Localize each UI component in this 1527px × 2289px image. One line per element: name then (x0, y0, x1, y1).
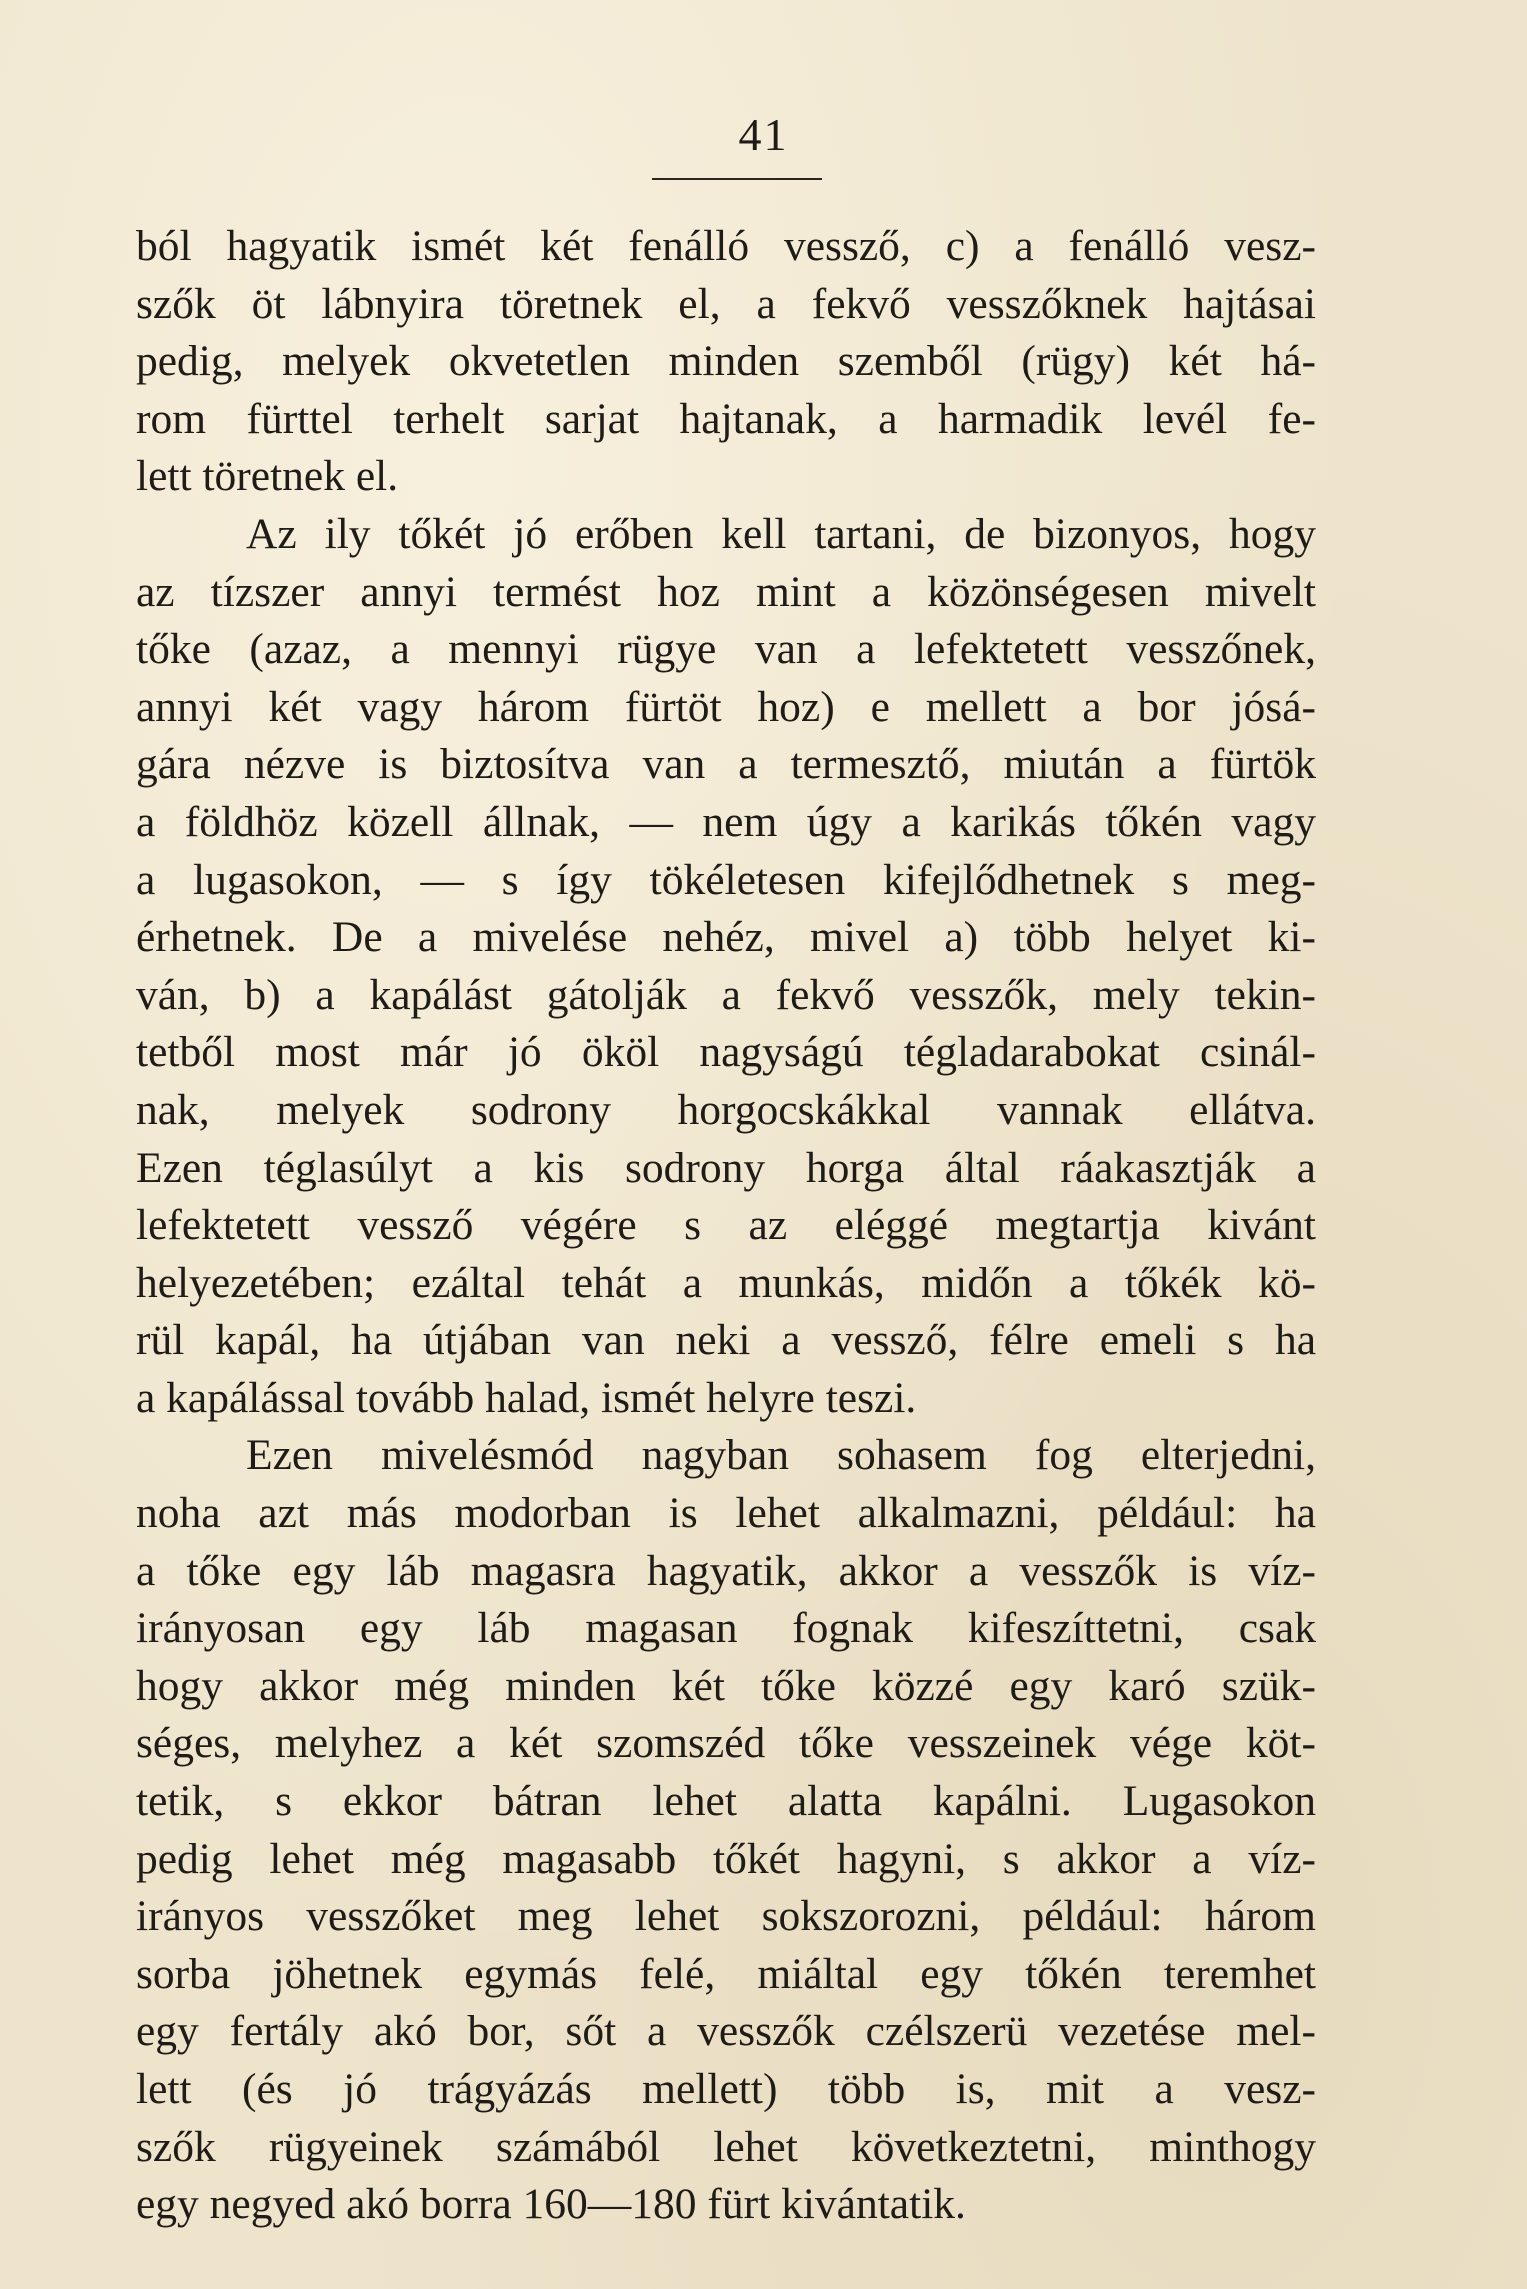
header-rule (652, 178, 822, 180)
text-line: helyezetében; ezáltal tehát a munkás, midőn a tőkék kö- (136, 1258, 1316, 1307)
text-line: irányosan egy láb magasan fognak kifeszíttetni, csak (136, 1604, 1316, 1653)
text-line: hogy akkor még minden két tőke közzé egy karó szük- (136, 1661, 1316, 1710)
text-line: lett (és jó trágyázás mellett) több is, mit a vesz- (136, 2065, 1316, 2113)
text-line: Ezen téglasúlyt a kis sodrony horga által ráakasztják a (136, 1143, 1316, 1192)
text-line: rom fürttel terhelt sarjat hajtanak, a harmadik levél fe- (136, 394, 1316, 443)
text-line: szők öt lábnyira töretnek el, a fekvő vesszőknek hajtásai (136, 279, 1316, 328)
text-line: séges, melyhez a két szomszéd tőke vesszeinek vége köt- (136, 1719, 1316, 1768)
text-line: rül kapál, ha útjában van neki a vessző, félre emeli s ha (136, 1316, 1316, 1365)
text-line: egy fertály akó bor, sőt a vesszők czélszerü vezetése mel- (136, 2007, 1316, 2056)
text-line: szők rügyeinek számából lehet következtetni, minthogy (136, 2122, 1316, 2171)
text-line: egy negyed akó borra 160—180 fürt kivántatik. (136, 2180, 966, 2229)
text-line: noha azt más modorban is lehet alkalmazni, például: ha (136, 1489, 1316, 1538)
text-line: tőke (azaz, a mennyi rügye van a lefektetett vesszőnek, (136, 625, 1316, 674)
text-line: irányos vesszőket meg lehet sokszorozni, például: három (136, 1892, 1316, 1941)
text-line: lett töretnek el. (136, 452, 399, 501)
text-line: ból hagyatik ismét két fenálló vessző, c) a fenálló vesz- (136, 222, 1316, 270)
text-line: a kapálással tovább halad, ismét helyre teszi. (136, 1373, 917, 1422)
text-line: Ezen mivelésmód nagyban sohasem fog elterjedni, (246, 1431, 1316, 1480)
text-line: lefektetett vessző végére s az eléggé megtartja kivánt (136, 1201, 1316, 1250)
text-line: érhetnek. De a mivelése nehéz, mivel a) több helyet ki- (136, 913, 1316, 962)
text-line: Az ily tőkét jó erőben kell tartani, de bizonyos, hogy (246, 509, 1316, 558)
text-line: pedig, melyek okvetetlen minden szemből (rügy) két há- (136, 337, 1316, 386)
text-line: a tőke egy láb magasra hagyatik, akkor a vesszők is víz- (136, 1546, 1316, 1595)
text-line: tetik, s ekkor bátran lehet alatta kapálni. Lugasokon (136, 1777, 1316, 1826)
text-line: nak, melyek sodrony horgocskákkal vannak ellátva. (136, 1085, 1316, 1134)
text-line: a lugasokon, — s így tökéletesen kifejlődhetnek s meg- (136, 855, 1316, 904)
text-line: gára nézve is biztosítva van a termesztő, miután a fürtök (136, 740, 1316, 789)
text-line: az tízszer annyi termést hoz mint a közönségesen mivelt (136, 567, 1316, 616)
text-line: tetből most már jó ököl nagyságú tégladarabokat csinál- (136, 1028, 1316, 1077)
body-text (136, 218, 1316, 2234)
text-line: sorba jöhetnek egymás felé, miáltal egy tőkén teremhet (136, 1949, 1316, 1998)
text-line: a földhöz közell állnak, — nem úgy a karikás tőkén vagy (136, 797, 1316, 846)
page-number: 41 (738, 109, 789, 160)
text-line: annyi két vagy három fürtöt hoz) e mellett a bor jósá- (136, 682, 1316, 731)
text-line: pedig lehet még magasabb tőkét hagyni, s akkor a víz- (136, 1834, 1316, 1883)
text-line: ván, b) a kapálást gátolják a fekvő vesszők, mely tekin- (136, 970, 1316, 1019)
